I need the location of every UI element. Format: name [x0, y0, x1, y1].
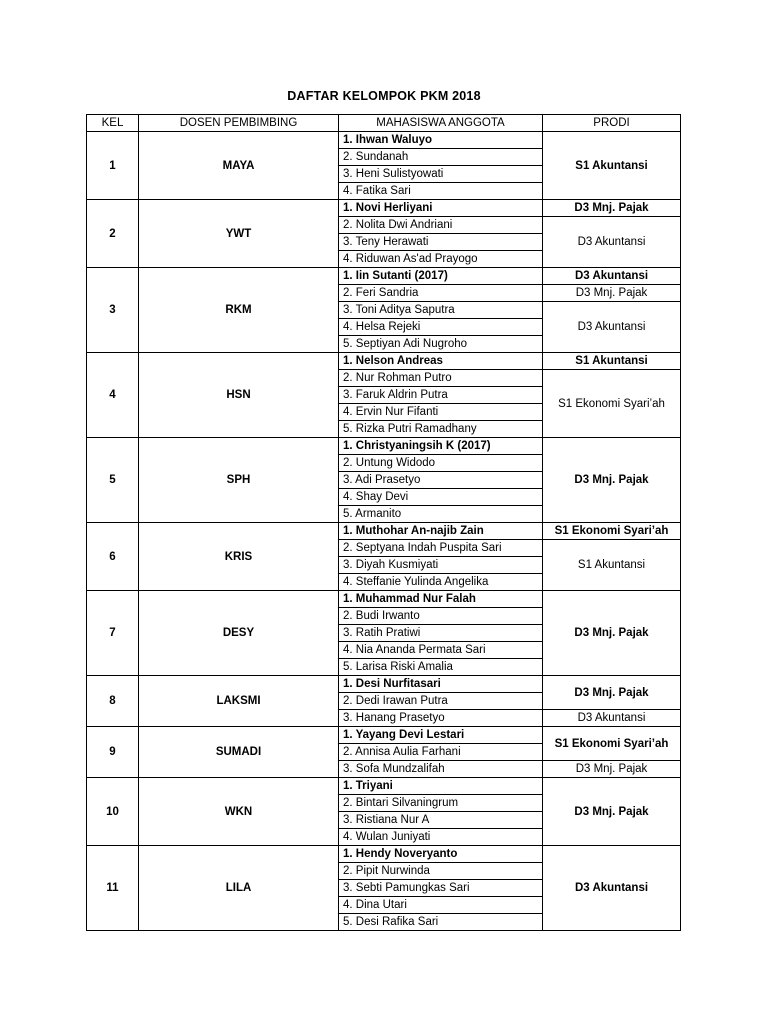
group-number: 1	[87, 132, 139, 200]
student-member: 2. Pipit Nurwinda	[339, 863, 543, 880]
student-member: 1. Yayang Devi Lestari	[339, 727, 543, 744]
supervisor-name: HSN	[139, 353, 339, 438]
group-number: 3	[87, 268, 139, 353]
student-member: 2. Untung Widodo	[339, 455, 543, 472]
student-member: 4. Wulan Juniyati	[339, 829, 543, 846]
supervisor-name: WKN	[139, 778, 339, 846]
student-member: 4. Nia Ananda Permata Sari	[339, 642, 543, 659]
study-program: D3 Mnj. Pajak	[543, 200, 681, 217]
document-title: DAFTAR KELOMPOK PKM 2018	[287, 89, 481, 103]
header-dosen: DOSEN PEMBIMBING	[139, 115, 339, 132]
table-row	[87, 268, 681, 285]
student-member: 2. Budi Irwanto	[339, 608, 543, 625]
supervisor-name: MAYA	[139, 132, 339, 200]
study-program: D3 Mnj. Pajak	[543, 285, 681, 302]
group-number: 8	[87, 676, 139, 727]
student-member: 1. Muhammad Nur Falah	[339, 591, 543, 608]
student-member: 5. Larisa Riski Amalia	[339, 659, 543, 676]
study-program: D3 Mnj. Pajak	[543, 591, 681, 676]
student-member: 4. Ervin Nur Fifanti	[339, 404, 543, 421]
student-member: 5. Armanito	[339, 506, 543, 523]
supervisor-name: RKM	[139, 268, 339, 353]
group-number: 5	[87, 438, 139, 523]
student-member: 1. Triyani	[339, 778, 543, 795]
study-program: D3 Akuntansi	[543, 217, 681, 268]
table-body	[87, 132, 681, 931]
study-program: D3 Mnj. Pajak	[543, 778, 681, 846]
student-member: 1. Desi Nurfitasari	[339, 676, 543, 693]
student-member: 1. Novi Herliyani	[339, 200, 543, 217]
study-program: S1 Ekonomi Syari’ah	[543, 370, 681, 438]
study-program: S1 Ekonomi Syari’ah	[543, 727, 681, 761]
table-row	[87, 727, 681, 744]
study-program: D3 Akuntansi	[543, 268, 681, 285]
table-row	[87, 353, 681, 370]
table-row	[87, 591, 681, 608]
header-mahasiswa: MAHASISWA ANGGOTA	[339, 115, 543, 132]
student-member: 3. Diyah Kusmiyati	[339, 557, 543, 574]
supervisor-name: DESY	[139, 591, 339, 676]
student-member: 2. Annisa Aulia Farhani	[339, 744, 543, 761]
group-number: 4	[87, 353, 139, 438]
supervisor-name: LILA	[139, 846, 339, 931]
supervisor-name: SUMADI	[139, 727, 339, 778]
student-member: 3. Heni Sulistyowati	[339, 166, 543, 183]
student-member: 4. Riduwan As'ad Prayogo	[339, 251, 543, 268]
student-member: 3. Teny Herawati	[339, 234, 543, 251]
student-member: 5. Rizka Putri Ramadhany	[339, 421, 543, 438]
study-program: D3 Mnj. Pajak	[543, 676, 681, 710]
student-member: 4. Fatika Sari	[339, 183, 543, 200]
header-kel: KEL	[87, 115, 139, 132]
student-member: 1. Ihwan Waluyo	[339, 132, 543, 149]
student-member: 3. Ratih Pratiwi	[339, 625, 543, 642]
student-member: 2. Nolita Dwi Andriani	[339, 217, 543, 234]
study-program: D3 Akuntansi	[543, 710, 681, 727]
student-member: 2. Feri Sandria	[339, 285, 543, 302]
student-member: 3. Sebti Pamungkas Sari	[339, 880, 543, 897]
table-row	[87, 523, 681, 540]
student-member: 3. Faruk Aldrin Putra	[339, 387, 543, 404]
table-row	[87, 778, 681, 795]
group-number: 10	[87, 778, 139, 846]
student-member: 4. Shay Devi	[339, 489, 543, 506]
student-member: 1. Hendy Noveryanto	[339, 846, 543, 863]
supervisor-name: SPH	[139, 438, 339, 523]
supervisor-name: LAKSMI	[139, 676, 339, 727]
study-program: D3 Mnj. Pajak	[543, 761, 681, 778]
student-member: 3. Ristiana Nur A	[339, 812, 543, 829]
student-member: 1. Nelson Andreas	[339, 353, 543, 370]
student-member: 3. Adi Prasetyo	[339, 472, 543, 489]
student-member: 1. Muthohar An-najib Zain	[339, 523, 543, 540]
table-header-row	[87, 115, 681, 132]
student-member: 3. Sofa Mundzalifah	[339, 761, 543, 778]
group-number: 7	[87, 591, 139, 676]
study-program: S1 Akuntansi	[543, 540, 681, 591]
study-program: D3 Mnj. Pajak	[543, 438, 681, 523]
study-program: S1 Akuntansi	[543, 353, 681, 370]
table-row	[87, 438, 681, 455]
table-row	[87, 676, 681, 693]
supervisor-name: YWT	[139, 200, 339, 268]
table-row	[87, 200, 681, 217]
student-member: 5. Desi Rafika Sari	[339, 914, 543, 931]
table-row	[87, 132, 681, 149]
student-member: 1. Iin Sutanti (2017)	[339, 268, 543, 285]
study-program: D3 Akuntansi	[543, 302, 681, 353]
student-member: 2. Nur Rohman Putro	[339, 370, 543, 387]
student-member: 4. Helsa Rejeki	[339, 319, 543, 336]
group-table	[86, 114, 681, 931]
student-member: 3. Hanang Prasetyo	[339, 710, 543, 727]
study-program: S1 Akuntansi	[543, 132, 681, 200]
group-number: 2	[87, 200, 139, 268]
group-number: 6	[87, 523, 139, 591]
student-member: 2. Dedi Irawan Putra	[339, 693, 543, 710]
student-member: 1. Christyaningsih K (2017)	[339, 438, 543, 455]
student-member: 2. Septyana Indah Puspita Sari	[339, 540, 543, 557]
student-member: 4. Dina Utari	[339, 897, 543, 914]
study-program: S1 Ekonomi Syari’ah	[543, 523, 681, 540]
student-member: 4. Steffanie Yulinda Angelika	[339, 574, 543, 591]
student-member: 3. Toni Aditya Saputra	[339, 302, 543, 319]
student-member: 5. Septiyan Adi Nugroho	[339, 336, 543, 353]
student-member: 2. Bintari Silvaningrum	[339, 795, 543, 812]
group-number: 11	[87, 846, 139, 931]
table-row	[87, 846, 681, 863]
group-number: 9	[87, 727, 139, 778]
student-member: 2. Sundanah	[339, 149, 543, 166]
study-program: D3 Akuntansi	[543, 846, 681, 931]
supervisor-name: KRIS	[139, 523, 339, 591]
header-prodi: PRODI	[543, 115, 681, 132]
